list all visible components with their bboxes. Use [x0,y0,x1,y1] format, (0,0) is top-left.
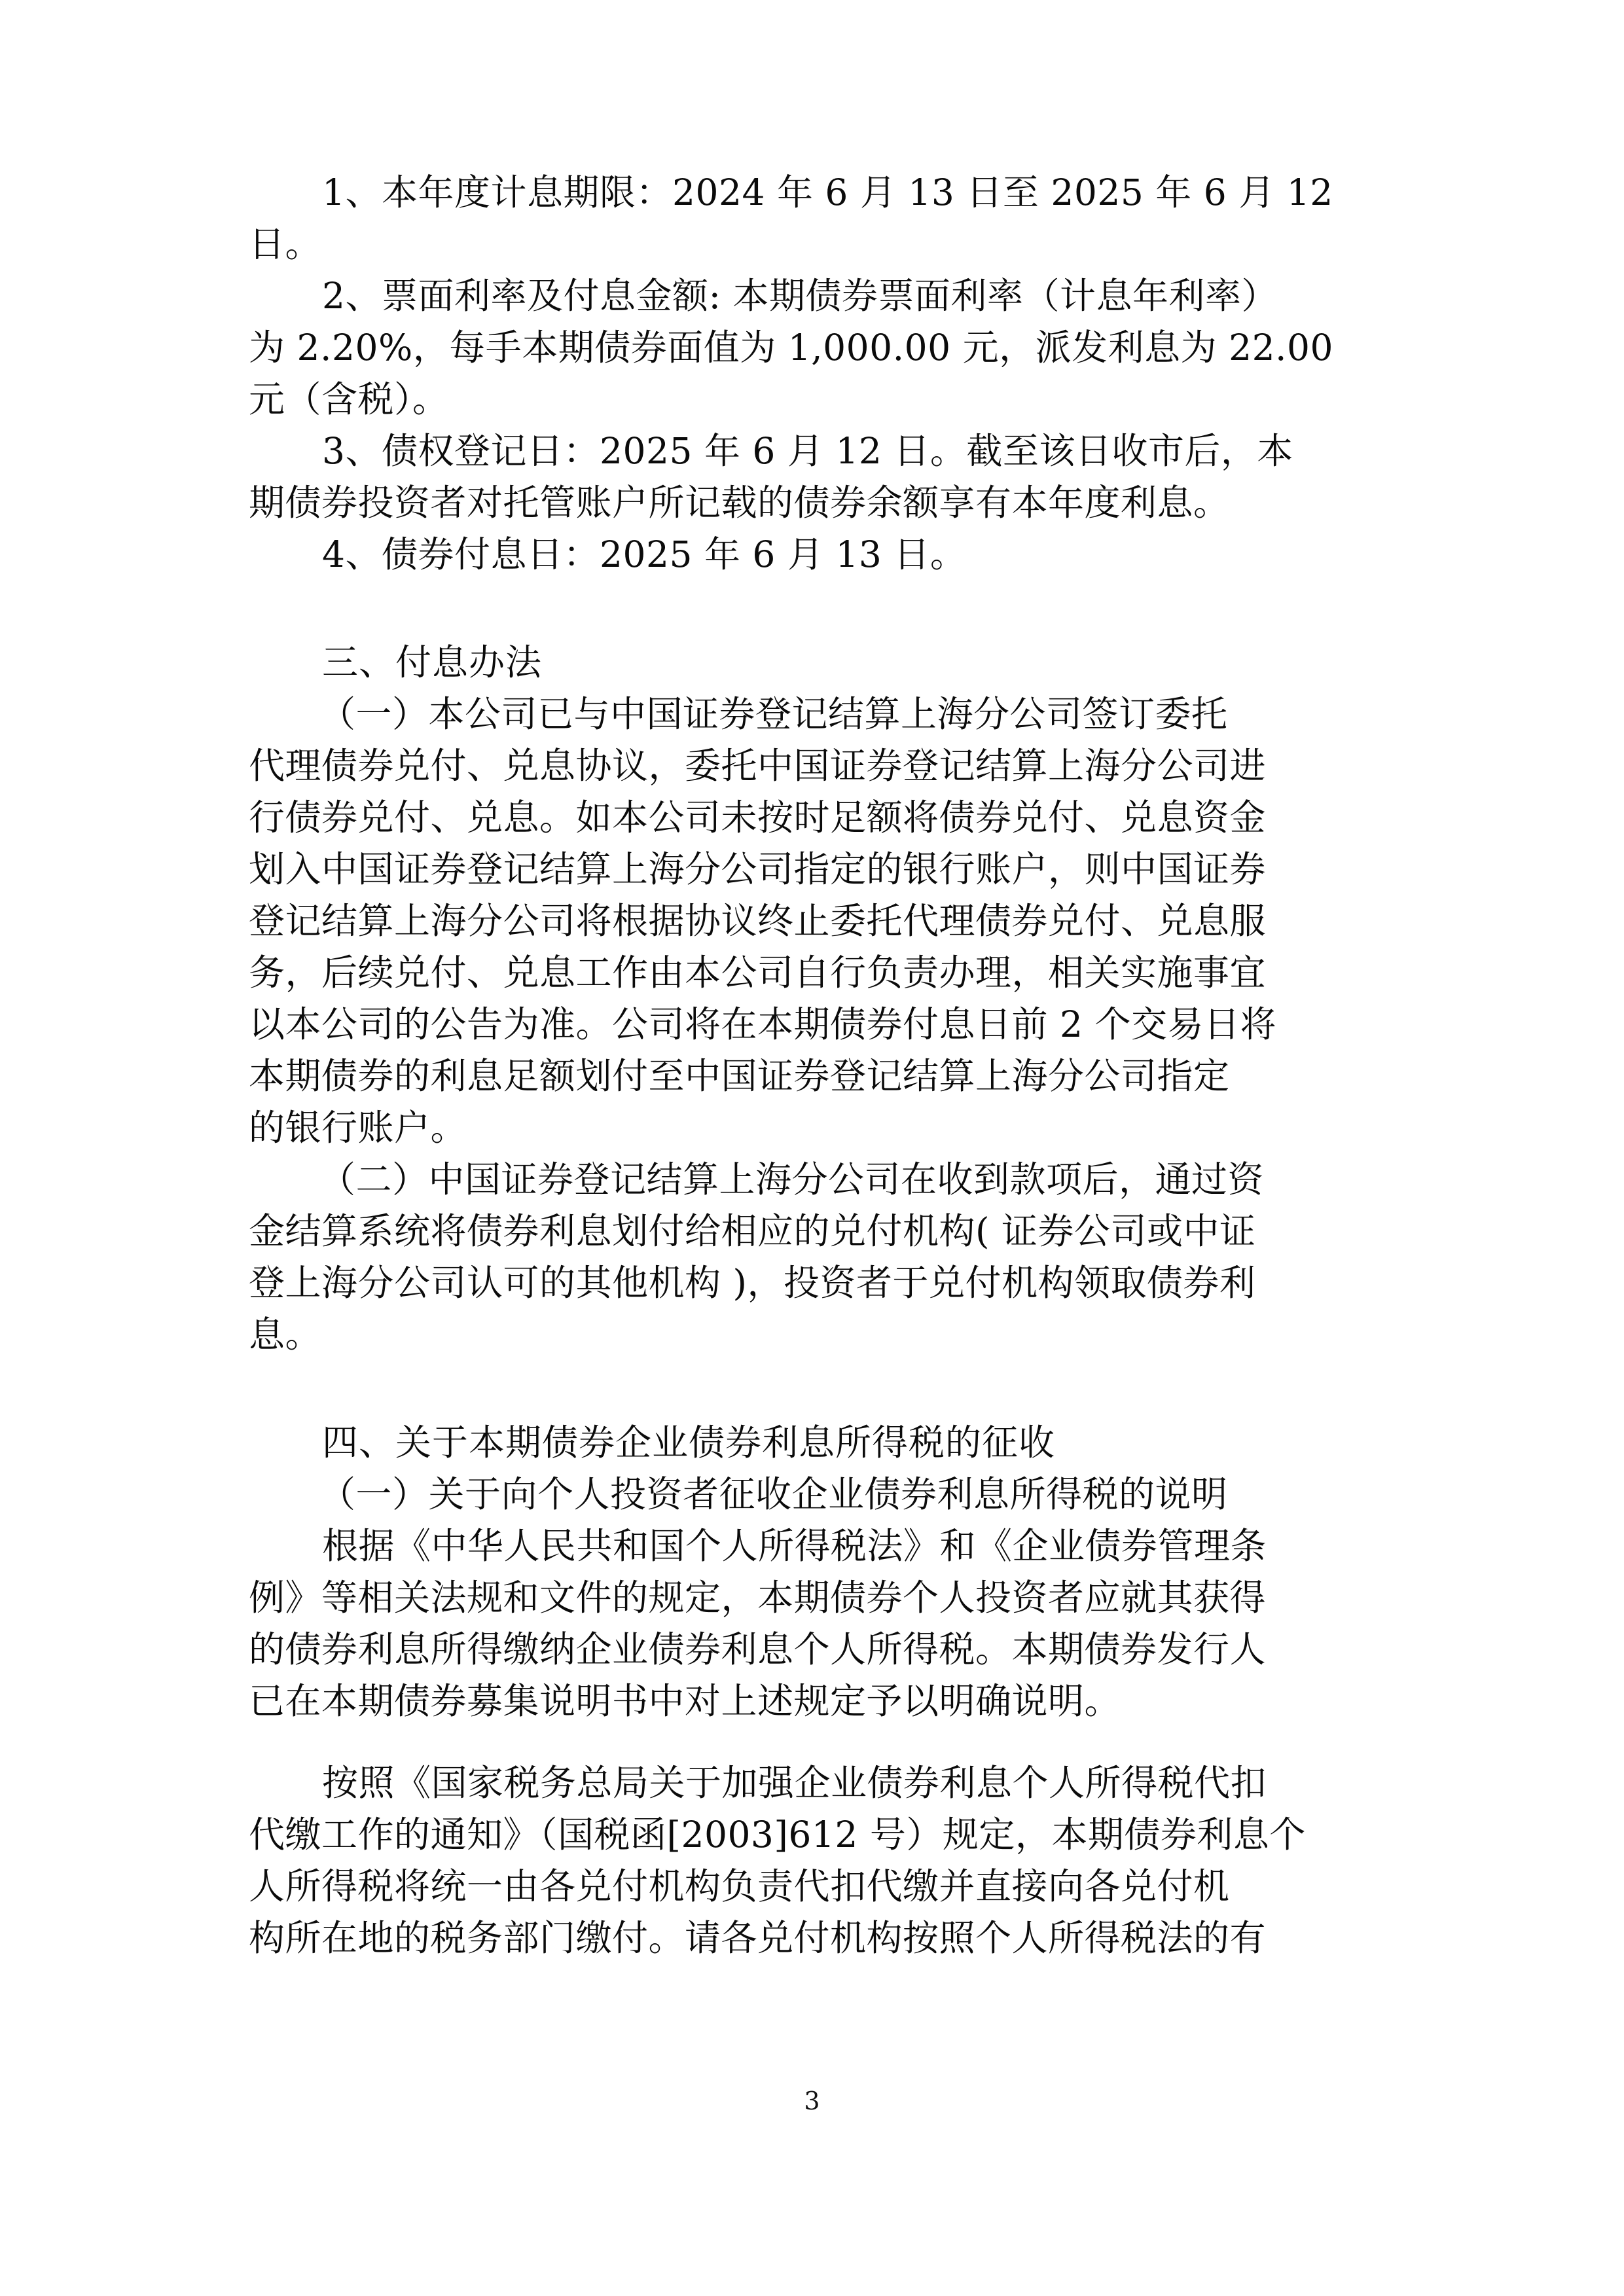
section-three-heading: 三、付息办法 [322,641,543,683]
section-spacer-three [249,581,1380,637]
item-4-line-1: 4、债券付息日：2025 年 6 月 13 日。 [322,533,967,575]
s4-p1-line-2: 例》等相关法规和文件的规定，本期债券个人投资者应就其获得 [249,1577,1267,1619]
s3-p2-line-1: （二）中国证券登记结算上海分公司在收到款项后，通过资 [319,1158,1265,1200]
document-body [249,167,1380,1964]
section-spacer-four [249,1361,1380,1417]
item-3-line-2: 期债券投资者对托管账户所记载的债券余额享有本年度利息。 [249,482,1230,524]
s3-p1-line-9: 的银行账户。 [249,1107,467,1149]
section-four-paragraph-one [249,1520,1380,1727]
s3-p2-line-3: 登上海分公司认可的其他机构 )，投资者于兑付机构领取债券利 [249,1262,1256,1304]
section-four-paragraph-two [249,1757,1380,1964]
s3-p1-line-5: 登记结算上海分公司将根据协议终止委托代理债券兑付、兑息服 [249,900,1267,942]
s3-p2-line-4: 息。 [249,1314,322,1355]
section-three-paragraph-one [249,689,1380,1154]
item-2-line-3: 元（含税）。 [249,378,449,420]
s4-p2-line-3: 人所得税将统一由各兑付机构负责代扣代缴并直接向各兑付机 [249,1865,1230,1907]
numbered-item-2 [249,270,1380,425]
numbered-item-4 [249,529,1380,581]
section-three-paragraph-two [249,1154,1380,1361]
s3-p1-line-2: 代理债券兑付、兑息协议，委托中国证券登记结算上海分公司进 [249,745,1267,787]
s4-p1-line-4: 已在本期债券募集说明书中对上述规定予以明确说明。 [249,1680,1121,1722]
s3-p1-line-7: 以本公司的公告为准。公司将在本期债券付息日前 2 个交易日将 [249,1003,1276,1045]
item-1-line-1: 1、本年度计息期限：2024 年 6 月 13 日至 2025 年 6 月 12 [322,171,1333,213]
page-number: 3 [804,2087,820,2115]
section-four-heading: 四、关于本期债券企业债券利息所得税的征收 [322,1422,1056,1463]
s3-p1-line-8: 本期债券的利息足额划付至中国证券登记结算上海分公司指定 [249,1055,1230,1097]
s3-p1-line-1: （一）本公司已与中国证券登记结算上海分公司签订委托 [319,693,1228,735]
section-four-subheading-one: （一）关于向个人投资者征收企业债券利息所得税的说明 [319,1473,1228,1515]
s3-p2-line-2: 金结算系统将债券利息划付给相应的兑付机构( 证券公司或中证 [249,1210,1256,1252]
numbered-item-1 [249,167,1380,270]
paragraph-spacer [249,1727,1380,1757]
s3-p1-line-6: 务，后续兑付、兑息工作由本公司自行负责办理，相关实施事宜 [249,952,1267,994]
s4-p2-line-2: 代缴工作的通知》（国税函[2003]612 号）规定，本期债券利息个 [249,1814,1306,1856]
s4-p1-line-1: 根据《中华人民共和国个人所得税法》和《企业债券管理条 [322,1525,1267,1567]
s3-p1-line-4: 划入中国证券登记结算上海分公司指定的银行账户，则中国证券 [249,848,1267,890]
s4-p2-line-1: 按照《国家税务总局关于加强企业债券利息个人所得税代扣 [322,1762,1267,1804]
s3-p1-line-3: 行债券兑付、兑息。如本公司未按时足额将债券兑付、兑息资金 [249,797,1267,838]
item-2-line-2: 为 2.20%，每手本期债券面值为 1,000.00 元，派发利息为 22.00 [249,327,1334,368]
item-3-line-1: 3、债权登记日：2025 年 6 月 12 日。截至该日收市后，本 [322,430,1293,472]
s4-p1-line-3: 的债券利息所得缴纳企业债券利息个人所得税。本期债券发行人 [249,1628,1267,1670]
numbered-item-3 [249,425,1380,529]
item-2-line-1: 2、票面利率及付息金额: 本期债券票面利率（计息年利率） [322,275,1278,317]
item-1-line-2: 日。 [249,223,322,265]
s4-p2-line-4: 构所在地的税务部门缴付。请各兑付机构按照个人所得税法的有 [249,1917,1267,1959]
